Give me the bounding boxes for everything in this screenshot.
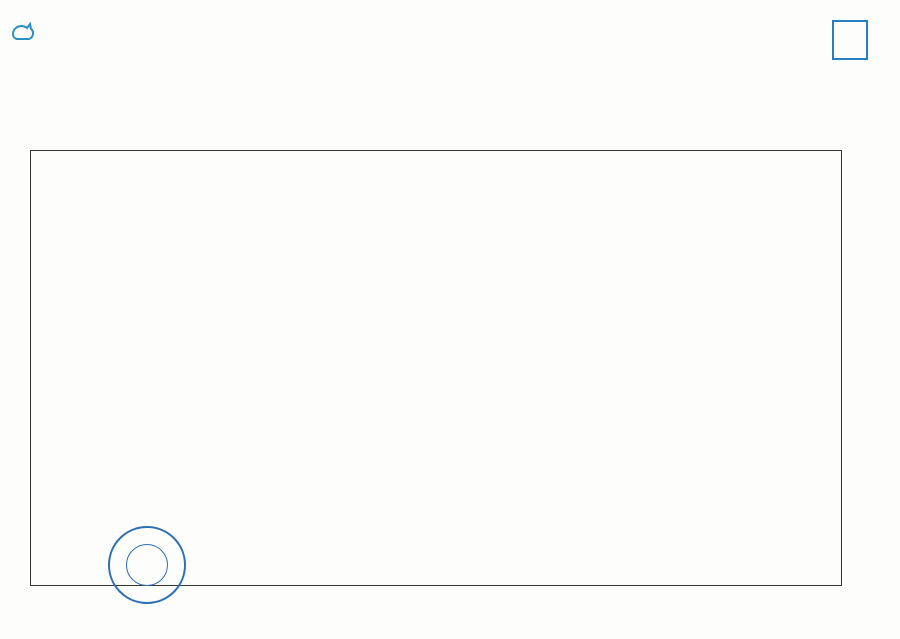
mundikat-logo xyxy=(10,22,40,42)
cat-logo-icon xyxy=(10,22,36,42)
details-left xyxy=(30,96,102,126)
fife-logo-icon xyxy=(832,20,868,60)
details-right xyxy=(248,96,300,126)
breeder-block xyxy=(473,30,525,76)
pedigree-table xyxy=(30,150,842,586)
stamboek-stamp xyxy=(108,526,186,604)
